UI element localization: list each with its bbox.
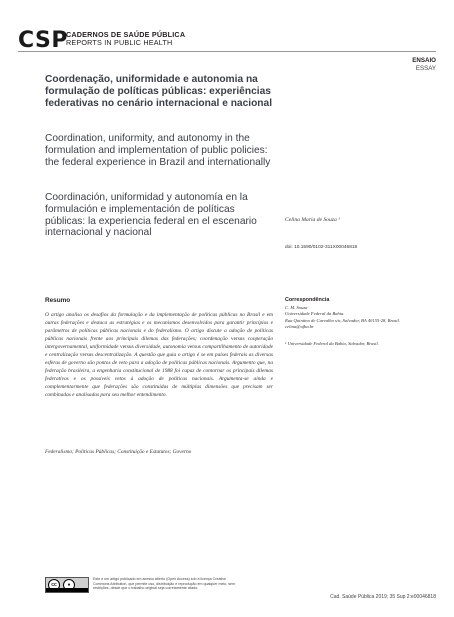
journal-name-en: REPORTS IN PUBLIC HEALTH bbox=[66, 38, 173, 47]
section-label-pt: ENSAIO bbox=[412, 57, 436, 64]
abstract-text bbox=[45, 311, 273, 399]
abstract-part: cooperação intergovernamental, uniformidade bbox=[45, 336, 274, 350]
author-name: Celina Maria de Souza ¹ bbox=[285, 217, 340, 223]
correspondence-email[interactable]: celina@ufba.br bbox=[285, 324, 314, 330]
title-portuguese: Coordenação, uniformidade e autonomia na formulação de políticas públicas: experiências federativas no cenário internacional e nacional bbox=[45, 74, 273, 109]
abstract-versus: versus bbox=[79, 352, 94, 358]
license-text: Este é um artigo publicado em acesso aberto (Open Access) sob a licença Creative Commons Attribution, que permite uso, distribuição e reprodução em qualquer meio, sem restrições, desde que o trabalho original seja corretamente citado. bbox=[93, 577, 236, 591]
doi-link[interactable]: doi: 10.1590/0102-311X00046818 bbox=[285, 245, 358, 250]
journal-citation: Cad. Saúde Pública 2019; 35 Sup 2:e00046818 bbox=[330, 594, 436, 600]
abstract-part: diversidade, autonomia bbox=[133, 344, 188, 350]
abstract-part: O artigo analisa os desafios da formulação e da implementação de políticas públicas no Brasil e em outras federações e destaca as estratégias e os mecanismos desenvolvidos para garantir princípios e parâmetros de políticas públicas nacionais e do federalismo. O artigo discute a adoção de políticas públicas nacionais frente aos principais dilemas das federações; coordenação bbox=[45, 312, 273, 342]
abstract-versus: versus bbox=[230, 336, 245, 342]
abstract-part: descentralização. A questão que guia o artigo é se em países federais as diversas esferas de governo são pontos de veto para a adoção de políticas públicas nacionais. Argumento que, na federação brasileira, a engenharia constitucional de 1988 foi capaz de contornar os principais dilemas federativos e os possíveis vetos à adoção de políticas nacionais. Argumenta-se ainda e complementarmente que federações são constituídas de múltiplas dimensões que precisam ser combinadas e analisadas para seu melhor entendimento. bbox=[45, 352, 273, 398]
person-icon: ● bbox=[63, 579, 75, 591]
by-strip bbox=[46, 588, 88, 592]
abstract-versus: versus bbox=[120, 344, 134, 350]
correspondence-name: C. M. Souza bbox=[285, 305, 308, 310]
cc-icon: cc bbox=[48, 579, 60, 591]
keywords: Federalismo; Políticas Públicas; Constituição e Estatutos; Governo bbox=[45, 449, 192, 455]
header-divider bbox=[18, 51, 436, 52]
correspondence-heading: Correspondência bbox=[285, 297, 330, 303]
correspondence-institution: Universidade Federal da Bahia. bbox=[285, 311, 345, 317]
section-label-en: ESSAY bbox=[415, 65, 436, 72]
abstract-part: compartilhamento de autoridade e centralização bbox=[45, 344, 273, 358]
journal-logo: CSP bbox=[18, 28, 69, 53]
correspondence-block bbox=[285, 305, 435, 331]
correspondence-address: Rua Quintino de Carvalho s/n, Salvador, BA 40155-28, Brasil. bbox=[285, 317, 401, 323]
title-spanish: Coordinación, uniformidad y autonomía en la formulación e implementación de políticas públicas: la experiencia federal en el escenario internacional y nacional bbox=[45, 192, 257, 239]
journal-name-pt: CADERNOS DE SAÚDE PÚBLICA bbox=[66, 30, 186, 39]
abstract-heading: Resumo bbox=[45, 297, 71, 304]
cc-by-license-badge[interactable] bbox=[45, 577, 89, 593]
title-english: Coordination, uniformity, and autonomy in the formulation and implementation of public policies: the federal experience in Brazil and internationally bbox=[45, 133, 271, 168]
author-affiliation: ¹ Universidade Federal da Bahia, Salvador, Brasil. bbox=[285, 341, 379, 346]
abstract-versus: versus bbox=[187, 344, 201, 350]
